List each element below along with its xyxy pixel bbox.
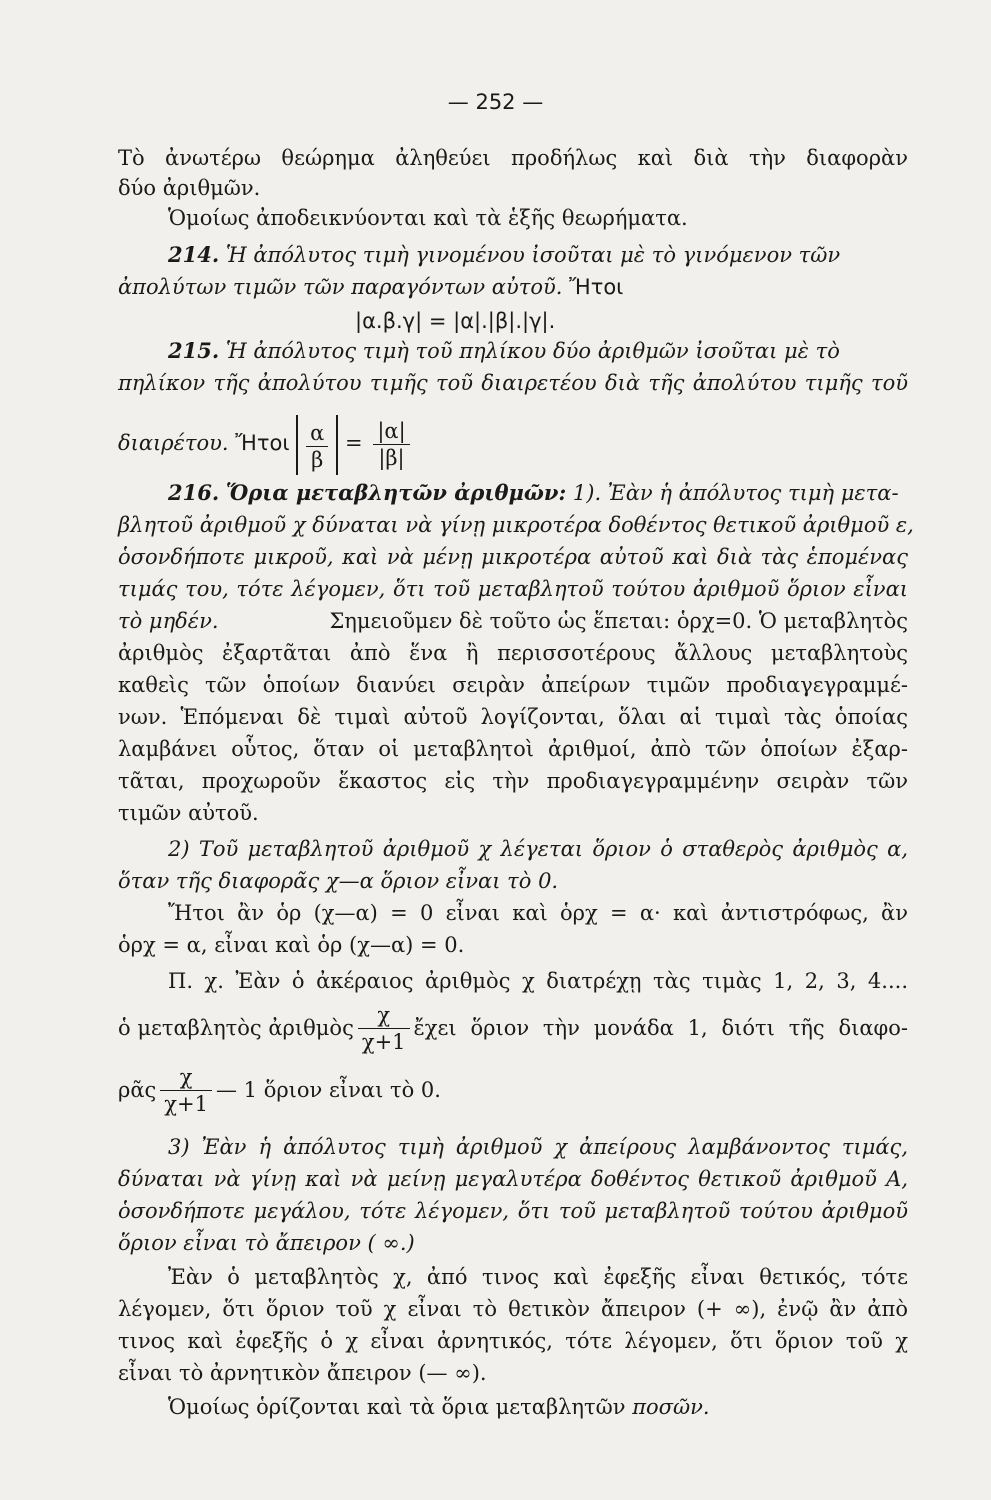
example-line (118, 1000, 908, 1056)
fraction-denominator: χ+1 (164, 1091, 208, 1116)
fraction-denominator: β (311, 447, 324, 472)
section-title: Ὅρια μεταβλητῶν ἀριθμῶν: (225, 480, 567, 505)
text-line: λέγομεν, ὅτι ὅριον τοῦ χ εἶναι τὸ θετικὸν ἄπειρον (+ ∞), ἐνῷ ἂν ἀπὸ (118, 1297, 908, 1321)
equals-sign: = (345, 431, 363, 455)
text-line: λαμβάνει οὗτος, ὅταν οἱ μεταβλητοὶ ἀριθμοί, ἀπὸ τῶν ὁποίων ἐξαρ- (118, 737, 908, 761)
text-segment: τὸ μηδέν. (118, 609, 219, 633)
fraction-right (373, 418, 409, 471)
text-line: Π. χ. Ἐὰν ὁ ἀκέραιος ἀριθμὸς χ διατρέχῃ τὰς τιμὰς 1, 2, 3, 4.... (168, 969, 908, 993)
theorem-215-line (118, 413, 414, 475)
text-line: 3) Ἐὰν ἡ ἀπόλυτος τιμὴ ἀριθμοῦ χ ἀπείρους λαμβάνοντος τιμάς, (168, 1135, 908, 1159)
section-text: 1). Ἐὰν ἡ ἀπόλυτος τιμὴ μετα- (572, 481, 899, 505)
text-line: ὁσονδήποτε μικροῦ, καὶ νὰ μένῃ μικροτέρα αὐτοῦ καὶ διὰ τὰς ἑπομένας (118, 545, 908, 569)
section-number: 216. (168, 480, 220, 505)
text-line: τιμάς του, τότε λέγομεν, ὅτι τοῦ μεταβλητοῦ τούτου ἀριθμοῦ ὅριον εἶναι (118, 577, 908, 601)
theorem-number: 215. (168, 338, 220, 363)
htoi-word: Ἤτοι (569, 275, 624, 299)
text-line: ἀριθμὸς ἐξαρτᾶται ἀπὸ ἕνα ἢ περισσοτέρους ἄλλους μεταβλητοὺς (118, 641, 908, 665)
text-segment: ποσῶν. (632, 1395, 710, 1419)
fraction-numerator: χ (358, 1002, 410, 1029)
theorem-214-line (168, 240, 908, 270)
text-segment: Σημειοῦμεν δὲ τοῦτο ὡς ἕπεται: ὁρχ=0. Ὁ μεταβλητὸς (329, 609, 908, 633)
fraction-numerator: α (306, 420, 328, 447)
text-segment: ἔχει ὅριον τὴν μονάδα 1, διότι τῆς διαφο- (413, 1016, 908, 1040)
fraction (160, 1064, 212, 1117)
text-segment: Ὁμοίως ὁρίζονται καὶ τὰ ὅρια μεταβλητῶν (168, 1395, 626, 1419)
theorem-214-line (118, 272, 908, 302)
text-line: τινος καὶ ἐφεξῆς ὁ χ εἶναι ἀρνητικός, τότε λέγομεν, ὅτι ὅριον τοῦ χ (118, 1329, 908, 1353)
formula-214: |α.β.γ| = |α|.|β|.|γ|. (355, 309, 556, 333)
text-line: ὁσονδήποτε μεγάλου, τότε λέγομεν, ὅτι τοῦ μεταβλητοῦ τούτου ἀριθμοῦ (118, 1199, 908, 1223)
theorem-text: Ἡ ἀπόλυτος τιμὴ τοῦ πηλίκου δύο ἀριθμῶν ἰσοῦται μὲ τὸ (225, 339, 840, 363)
section-216-line (168, 478, 908, 508)
text-line (118, 606, 908, 636)
text-line (168, 1392, 908, 1422)
text-line: εἶναι τὸ ἀρνητικὸν ἄπειρον (— ∞). (118, 1361, 487, 1385)
htoi-word: Ἤτοι (235, 431, 290, 455)
text-line: τιμῶν αὐτοῦ. (118, 801, 259, 825)
text-line: 2) Τοῦ μεταβλητοῦ ἀριθμοῦ χ λέγεται ὅριον ὁ σταθερὸς ἀριθμὸς α, (168, 837, 908, 861)
text-line: Ἐὰν ὁ μεταβλητὸς χ, ἀπό τινος καὶ ἐφεξῆς εἶναι θετικός, τότε (168, 1265, 908, 1289)
text-line: ὅριον εἶναι τὸ ἄπειρον ( ∞.) (118, 1231, 415, 1255)
text-line: νων. Ἑπόμεναι δὲ τιμαὶ αὐτοῦ λογίζονται, ὅλαι αἱ τιμαὶ τὰς ὁποίας (118, 705, 908, 729)
text-line: καθεὶς τῶν ὁποίων διανύει σειρὰν ἀπείρων τιμῶν προδιαγεγραμμέ- (118, 673, 908, 697)
text-segment: — 1 ὅριον εἶναι τὸ 0. (215, 1078, 441, 1102)
text-line: τᾶται, προχωροῦν ἕκαστος εἰς τὴν προδιαγεγραμμένην σειρὰν τῶν (118, 769, 908, 793)
text-line: Ἤτοι ἂν ὁρ (χ—α) = 0 εἶναι καὶ ὁρχ = α· καὶ ἀντιστρόφως, ἂν (168, 901, 908, 925)
fraction (306, 420, 328, 473)
text-line: δύναται νὰ γίνῃ καὶ νὰ μείνῃ μεγαλυτέρα δοθέντος θετικοῦ ἀριθμοῦ Α, (118, 1167, 908, 1191)
theorem-text: ἀπολύτων τιμῶν τῶν παραγόντων αὐτοῦ. (118, 275, 563, 299)
text-line: Τὸ ἀνωτέρω θεώρημα ἀληθεύει προδήλως καὶ διὰ τὴν διαφορὰν (118, 146, 908, 170)
theorem-text: διαιρέτου. (118, 431, 229, 455)
page-number: — 252 — (447, 90, 544, 114)
theorem-215-line (168, 336, 908, 366)
fraction-denominator: |β| (378, 446, 405, 470)
fraction-numerator: |α| (373, 418, 409, 445)
text-segment: ρᾶς (118, 1078, 157, 1102)
fraction-numerator: χ (160, 1064, 212, 1091)
text-line: ὅταν τῆς διαφορᾶς χ—α ὅριον εἶναι τὸ 0. (118, 869, 559, 893)
fraction (358, 1002, 410, 1055)
text-line: Ὁμοίως ἀποδεικνύονται καὶ τὰ ἑξῆς θεωρήματα. (168, 206, 688, 230)
text-segment: ὁ μεταβλητὸς ἀριθμὸς (118, 1016, 354, 1040)
theorem-number: 214. (168, 242, 220, 267)
theorem-text: πηλίκον τῆς ἀπολύτου τιμῆς τοῦ διαιρετέου διὰ τῆς ἀπολύτου τιμῆς τοῦ (118, 371, 908, 395)
text-line: βλητοῦ ἀριθμοῦ χ δύναται νὰ γίνῃ μικροτέρα δοθέντος θετικοῦ ἀριθμοῦ ε, (118, 513, 914, 537)
fraction-denominator: χ+1 (361, 1029, 406, 1054)
example-line (118, 1062, 908, 1118)
text-line: δύο ἀριθμῶν. (118, 176, 261, 200)
abs-fraction-left (296, 415, 338, 475)
theorem-text: Ἡ ἀπόλυτος τιμὴ γινομένου ἰσοῦται μὲ τὸ γινόμενον τῶν (225, 243, 841, 267)
text-line: ὁρχ = α, εἶναι καὶ ὁρ (χ—α) = 0. (118, 933, 465, 957)
